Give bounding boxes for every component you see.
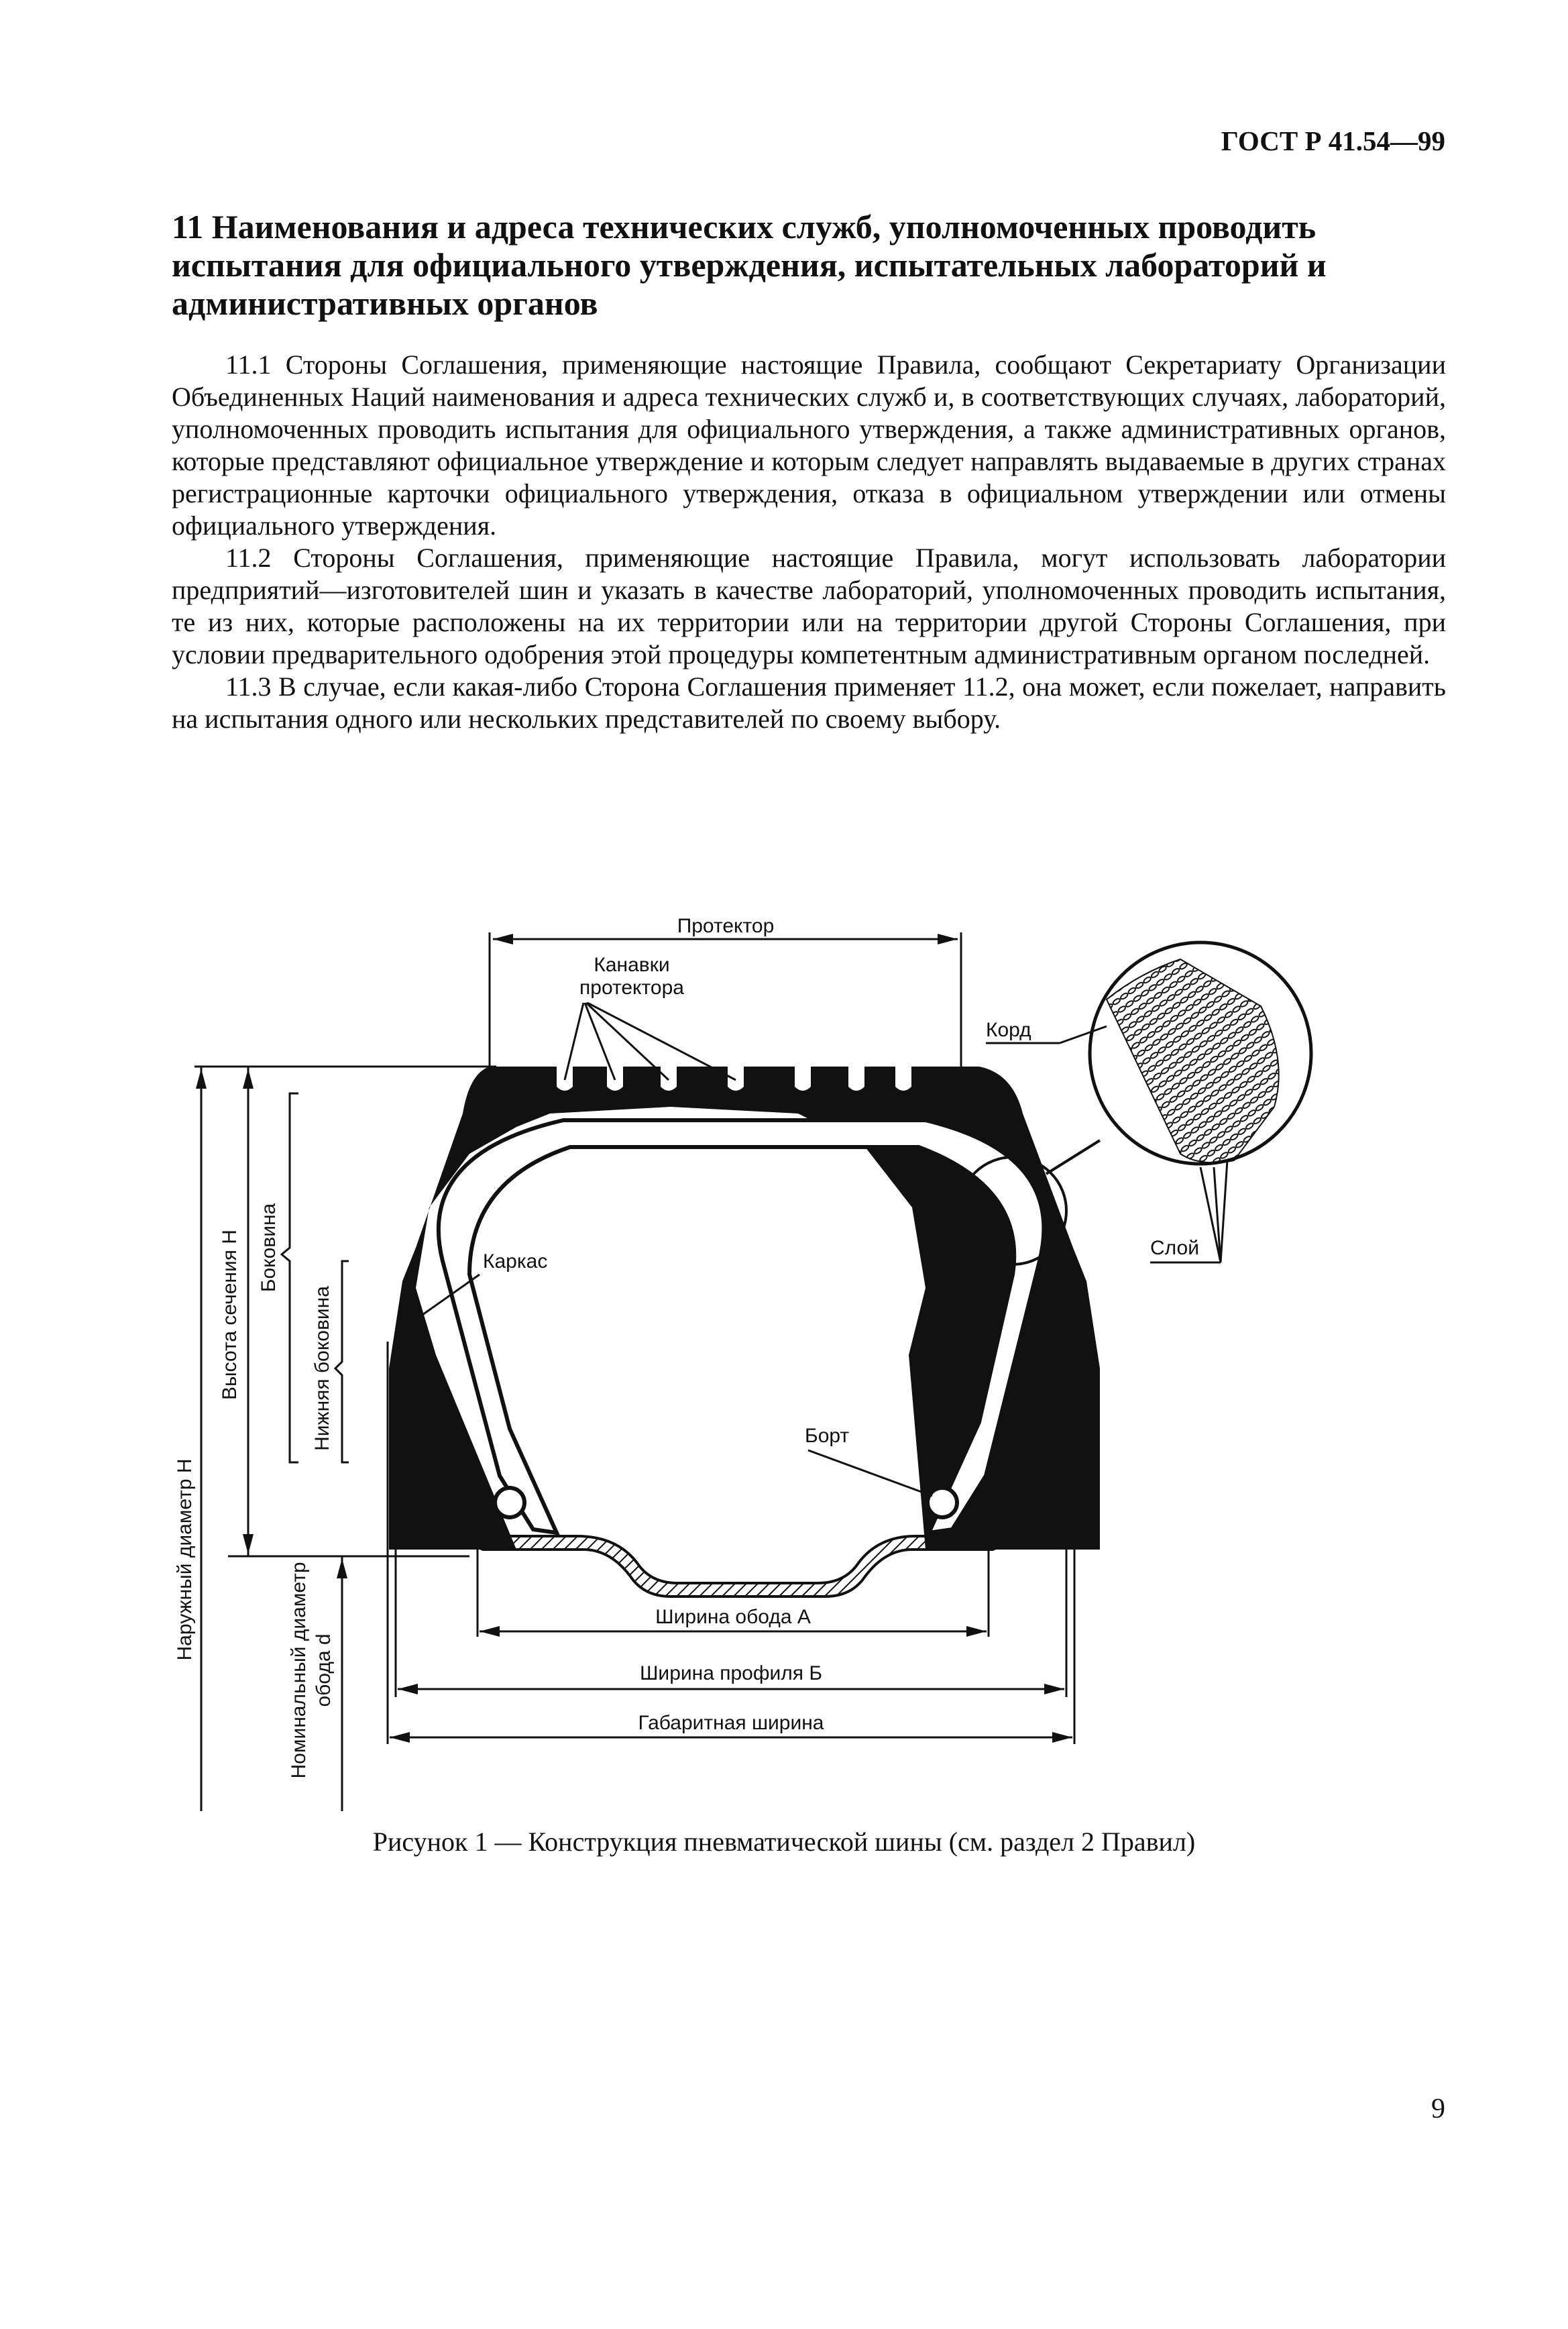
section-title: 11 Наименования и адреса технических служб, уполномоченных проводить испытания для официального утверждения, испытательных лабораторий и административных органов <box>172 208 1327 322</box>
label-sidewall: Боковина <box>258 1203 280 1293</box>
label-overall-width: Габаритная ширина <box>638 1712 824 1734</box>
label-outer-diameter: Наружный диаметр Н <box>174 1458 196 1661</box>
tire-diagram <box>0 872 1568 1811</box>
label-nominal-rim-diameter-1: Номинальный диаметр <box>288 1562 310 1779</box>
page-number: 9 <box>1431 2094 1445 2124</box>
label-grooves-2: протектора <box>579 977 684 999</box>
label-profile-width: Ширина профиля Б <box>639 1662 823 1684</box>
paragraph-11-1: 11.1 Стороны Соглашения, применяющие настоящие Правила, сообщают Секретариату Организации Объединенных Наций наименования и адреса технических служб и, в соответствующих случаях, лабораторий, уполномоченных проводить испытания для официального утверждения, а также административных органов, которые представляют официальное утверждение и которым следует направлять выдаваемые в других странах регистрационные карточки официального утверждения, отказа в официальном утверждении или отмены официального утверждения. <box>172 349 1446 541</box>
section-body <box>172 349 1446 735</box>
label-bead: Борт <box>805 1425 850 1447</box>
figure-caption: Рисунок 1 — Конструкция пневматической шины (см. раздел 2 Правил) <box>372 1827 1196 1857</box>
ply-leader-lines <box>1200 1160 1227 1262</box>
label-section-height: Высота сечения Н <box>219 1230 241 1400</box>
label-carcass: Каркас <box>483 1250 548 1272</box>
label-grooves-1: Канавки <box>594 954 670 976</box>
paragraph-11-2: 11.2 Стороны Соглашения, применяющие настоящие Правила, могут использовать лаборатории предприятий—изготовителей шин и указать в качестве лабораторий, уполномоченных проводить испытания, те из них, которые расположены на их территории или на территории другой Стороны Соглашения, при условии предварительного одобрения этой процедуры компетентным административным органом последней. <box>172 543 1446 669</box>
label-nominal-rim-diameter-2: обода d <box>313 1633 335 1707</box>
bead-left <box>495 1488 524 1517</box>
paragraph-11-3: 11.3 В случае, если какая-либо Сторона Соглашения применяет 11.2, она может, если пожелает, направить на испытания одного или нескольких представителей по своему выбору. <box>172 671 1446 734</box>
label-tread: Протектор <box>677 915 775 937</box>
bead-right <box>928 1488 957 1517</box>
label-ply: Слой <box>1150 1237 1199 1259</box>
label-cord: Корд <box>986 1019 1031 1041</box>
label-lower-sidewall: Нижняя боковина <box>311 1286 333 1451</box>
label-rim-width: Ширина обода А <box>655 1606 811 1628</box>
tire-construction-figure <box>0 872 1568 1811</box>
document-header: ГОСТ Р 41.54—99 <box>1221 125 1445 156</box>
